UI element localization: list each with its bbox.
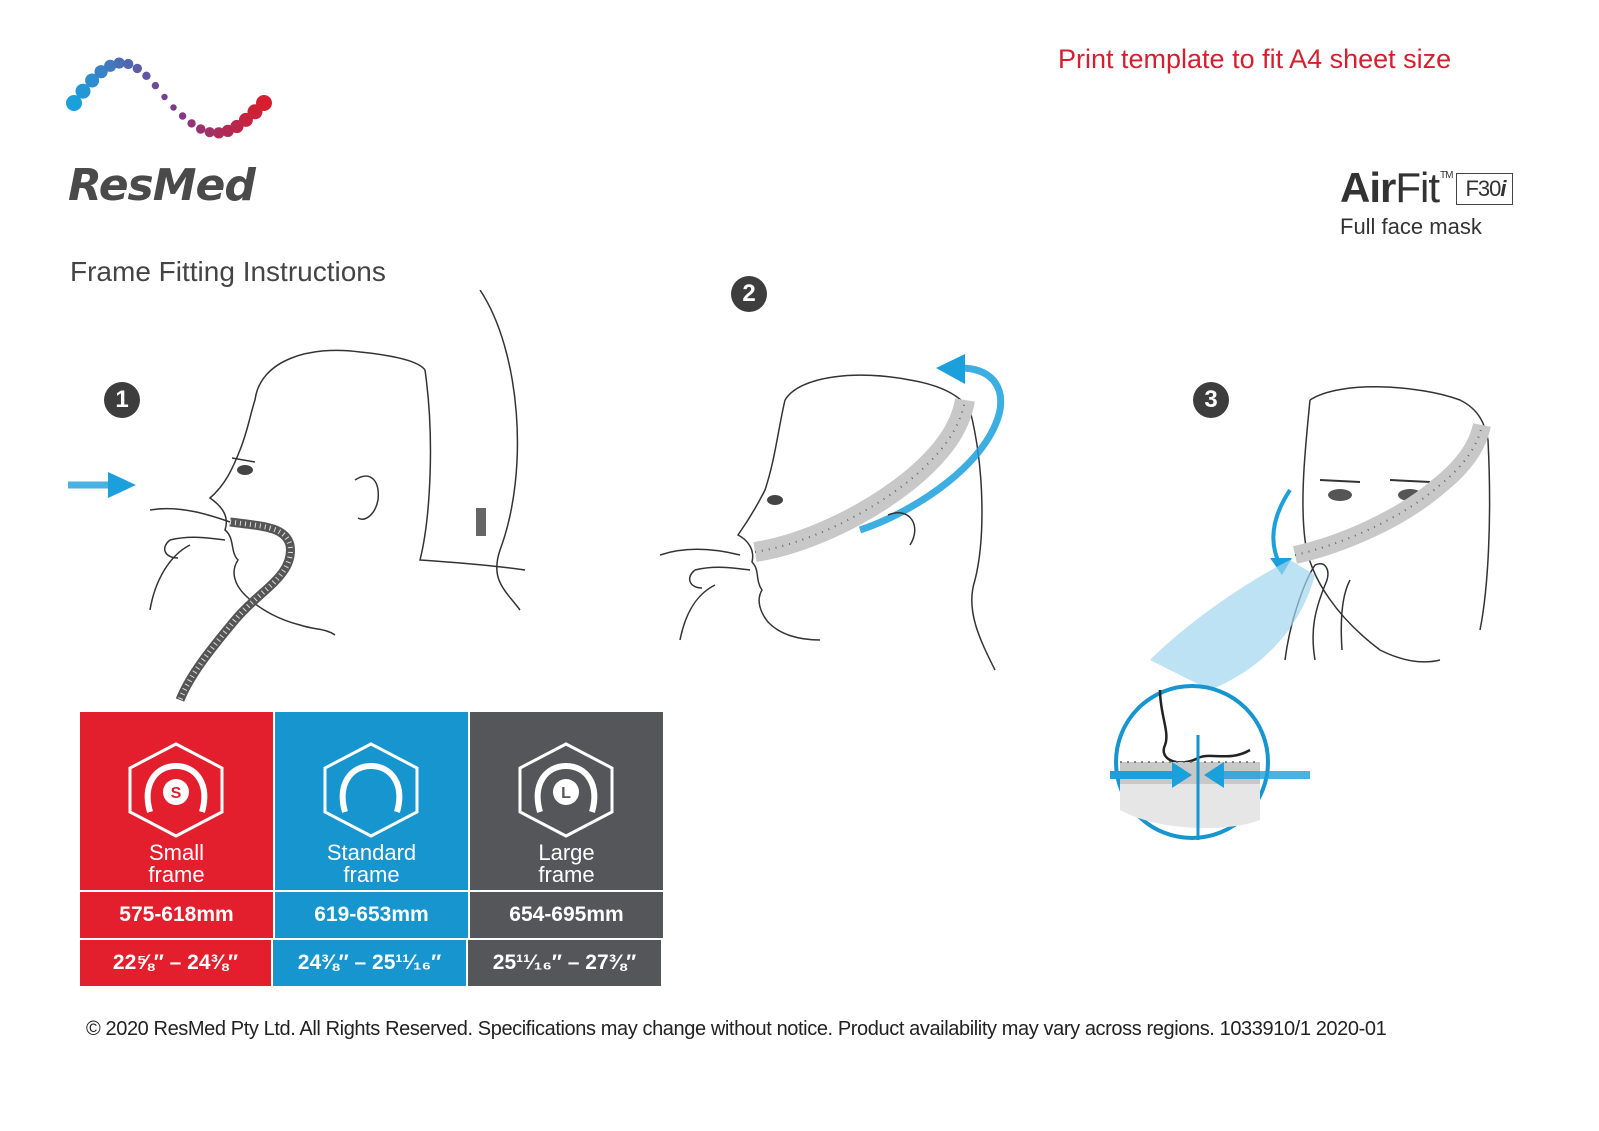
- size-inches-small: 22⅝″ – 24⅜″: [80, 940, 271, 986]
- size-mm-small: 575-618mm: [80, 892, 273, 938]
- copyright-footer: © 2020 ResMed Pty Ltd. All Rights Reserved. Specifications may change without notice. Product availability may vary across regions. 1033910/1 2020-01: [86, 1018, 1387, 1040]
- size-label-small: [80, 842, 273, 886]
- logo-dot: [152, 82, 159, 89]
- size-inches-large: 25¹¹⁄₁₆″ – 27⅜″: [468, 940, 661, 986]
- size-mm-standard: 619-653mm: [275, 892, 468, 938]
- large-frame-icon: [512, 740, 620, 840]
- product-brand-light: Fit: [1395, 164, 1440, 211]
- measure-nose-bridge-illustration: [60, 290, 540, 710]
- logo-dot: [142, 72, 150, 80]
- model-prefix: F30: [1465, 176, 1501, 201]
- size-label-small-line1: Small: [148, 840, 204, 865]
- frame-size-table: [80, 712, 664, 988]
- product-brand: [1340, 164, 1513, 212]
- product-brand-bold: Air: [1340, 164, 1396, 211]
- size-label-large-line2: frame: [538, 862, 595, 887]
- logo-dot: [114, 58, 125, 69]
- size-label-standard-line1: Standard: [326, 840, 417, 865]
- logo-dot: [133, 64, 142, 73]
- model-suffix: i: [1500, 176, 1506, 201]
- logo-dot: [161, 94, 167, 100]
- step-1-badge: 1: [104, 382, 140, 418]
- size-label-large: [470, 842, 663, 886]
- read-measurement-illustration: [1110, 370, 1500, 850]
- size-column-small: [80, 712, 273, 890]
- print-note: Print template to fit A4 sheet size: [1058, 44, 1452, 74]
- size-inches-standard: 24⅜″ – 25¹¹⁄₁₆″: [273, 940, 466, 986]
- trademark-mark: TM: [1440, 170, 1453, 181]
- size-code-large: L: [561, 785, 571, 802]
- standard-frame-icon: [317, 740, 425, 840]
- product-name: [1340, 164, 1513, 240]
- size-column-large: [470, 712, 663, 890]
- size-label-large-line1: Large: [538, 840, 595, 865]
- page-title: Frame Fitting Instructions: [70, 256, 386, 287]
- product-model-badge: [1456, 173, 1512, 205]
- resmed-logo-wordmark: ResMed: [68, 160, 255, 211]
- resmed-logo-wave-icon: [62, 48, 282, 158]
- product-subtitle: Full face mask: [1340, 214, 1482, 239]
- logo-dot: [170, 104, 176, 110]
- small-frame-icon: [122, 740, 230, 840]
- step-2-badge: 2: [731, 276, 767, 312]
- logo-dot: [196, 124, 205, 133]
- logo-dot: [256, 95, 272, 111]
- size-column-standard: [275, 712, 468, 890]
- logo-dot: [179, 112, 186, 119]
- wrap-tape-over-head-illustration: [660, 340, 1020, 685]
- size-mm-large: 654-695mm: [470, 892, 663, 938]
- size-label-small-line2: frame: [148, 862, 205, 887]
- size-code-small: S: [170, 785, 182, 802]
- logo-dot: [187, 119, 195, 127]
- size-label-standard: [275, 842, 468, 886]
- logo-dot: [123, 59, 133, 69]
- step-3-badge: 3: [1193, 382, 1229, 418]
- size-label-standard-line2: frame: [343, 862, 400, 887]
